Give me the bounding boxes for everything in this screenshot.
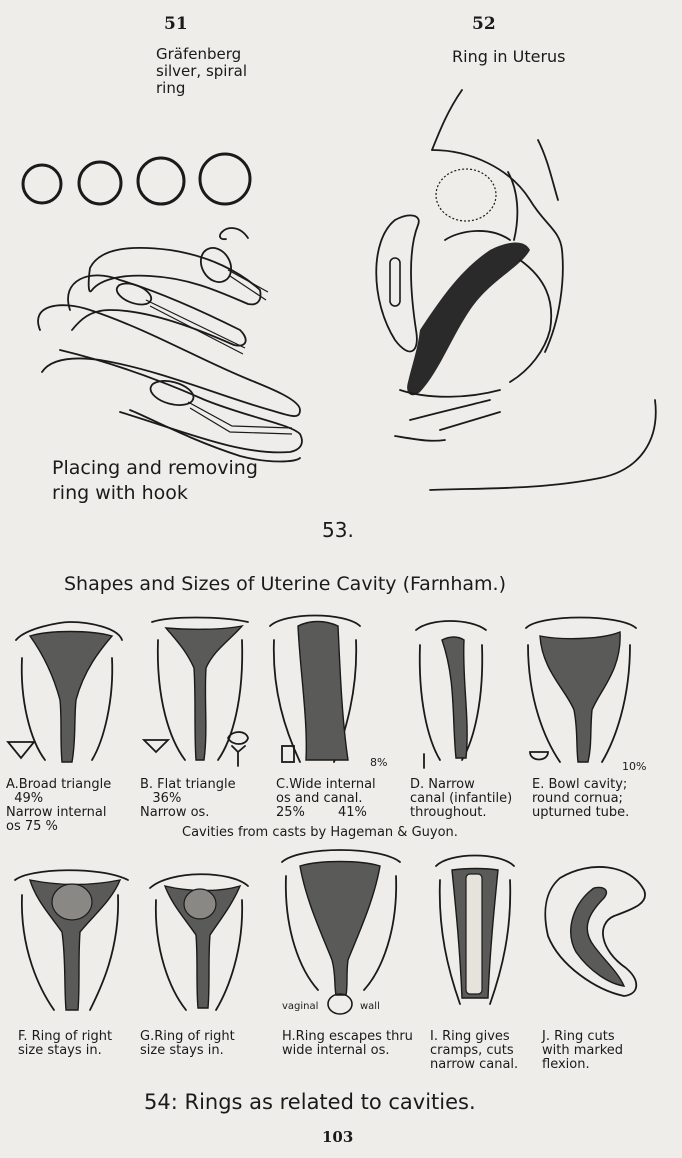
case-i-caption — [430, 1030, 518, 1072]
caption-line: I. Ring gives — [430, 1029, 510, 1044]
vaginal-label: vaginal — [282, 1001, 319, 1012]
figure-52-number: 52 — [472, 14, 496, 34]
figure-51-caption-line: Placing and removing — [52, 457, 258, 479]
caption-line: E. Bowl cavity; — [532, 777, 628, 792]
case-g-caption — [140, 1030, 235, 1058]
cavity-c-caption — [276, 778, 376, 820]
caption-line: Narrow os. — [140, 805, 210, 820]
caption-line: J. Ring cuts — [542, 1029, 615, 1044]
placing-ring-illustration — [38, 228, 302, 461]
cavity-c — [270, 616, 360, 763]
figure-51-title-line: Gräfenberg — [156, 45, 242, 63]
caption-line: 25% 41% — [276, 805, 367, 820]
caption-line: os and canal. — [276, 791, 363, 806]
caption-line: F. Ring of right — [18, 1029, 113, 1044]
case-g — [150, 874, 248, 1010]
caption-line: wide internal os. — [282, 1043, 390, 1058]
case-f — [15, 870, 128, 1010]
caption-line: 36% — [140, 791, 182, 806]
caption-line: C.Wide internal — [276, 777, 376, 792]
case-h — [282, 850, 400, 1014]
cavity-e — [526, 618, 636, 763]
figure-51-title — [156, 46, 247, 97]
caption-line: H.Ring escapes thru — [282, 1029, 413, 1044]
cavity-b-caption — [140, 778, 236, 820]
case-j-caption — [542, 1030, 623, 1072]
cavity-a-caption — [6, 778, 111, 834]
cast-note: Cavities from casts by Hageman & Guyon. — [182, 825, 458, 840]
cavity-c-percent: 8% — [370, 756, 388, 769]
wall-label: wall — [360, 1001, 380, 1012]
case-f-caption — [18, 1030, 112, 1058]
cavity-d-caption — [410, 778, 512, 820]
uterine-cavity-shapes — [8, 616, 636, 769]
figure-53-title: Shapes and Sizes of Uterine Cavity (Farnham.) — [64, 573, 506, 595]
figure-53-number: 53. — [322, 518, 354, 542]
caption-line: round cornua; — [532, 791, 623, 806]
cavity-e-caption — [532, 778, 629, 820]
caption-line: throughout. — [410, 805, 487, 820]
caption-line: cramps, cuts — [430, 1043, 514, 1058]
cavity-b — [144, 618, 248, 767]
caption-line: G.Ring of right — [140, 1029, 235, 1044]
caption-line: os 75 % — [6, 819, 58, 834]
figure-52-title: Ring in Uterus — [452, 47, 566, 66]
caption-line: narrow canal. — [430, 1057, 519, 1072]
caption-line: upturned tube. — [532, 805, 630, 820]
caption-line: canal (infantile) — [410, 791, 513, 806]
caption-line: flexion. — [542, 1057, 590, 1072]
figure-54-caption: 54: Rings as related to cavities. — [144, 1090, 476, 1114]
case-i — [436, 856, 514, 1005]
case-h-caption — [282, 1030, 413, 1058]
figure-51-caption — [52, 456, 258, 506]
caption-line: 49% — [6, 791, 44, 806]
caption-line: size stays in. — [140, 1043, 224, 1058]
silver-rings-row — [23, 154, 250, 204]
figure-51-caption-line: ring with hook — [52, 482, 188, 504]
figure-51-title-line: silver, spiral — [156, 62, 247, 80]
caption-line: D. Narrow — [410, 777, 475, 792]
caption-line: B. Flat triangle — [140, 777, 236, 792]
ring-in-uterus-illustration — [376, 90, 656, 490]
caption-line: size stays in. — [18, 1043, 102, 1058]
case-j — [545, 867, 645, 996]
caption-line: Narrow internal — [6, 805, 107, 820]
cavity-d — [416, 621, 486, 768]
rings-in-cavities — [15, 850, 645, 1014]
cavity-e-percent: 10% — [622, 760, 647, 773]
page-number: 103 — [322, 1128, 354, 1146]
cavity-a — [8, 622, 122, 762]
figure-51-number: 51 — [164, 14, 188, 34]
figure-51-title-line: ring — [156, 79, 186, 97]
caption-line: with marked — [542, 1043, 624, 1058]
caption-line: A.Broad triangle — [6, 777, 112, 792]
